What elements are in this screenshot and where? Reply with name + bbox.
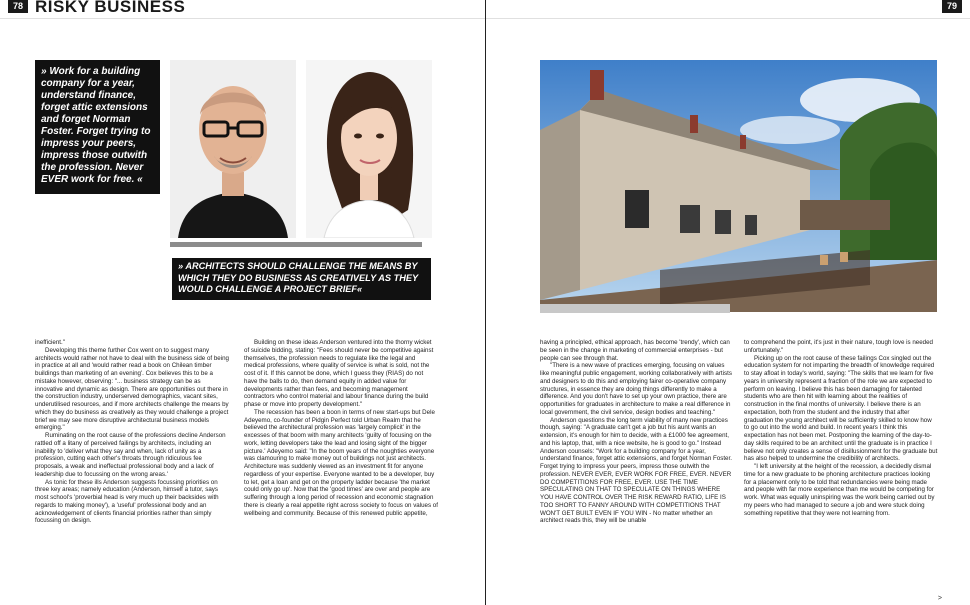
paragraph: inefficient." — [35, 339, 65, 346]
right-column-1 — [540, 339, 734, 603]
housing-rendering-image — [540, 60, 937, 312]
portrait-photo-woman — [306, 60, 432, 238]
photo-caption-bar — [170, 242, 422, 247]
image-caption-bar — [540, 304, 730, 313]
paragraph: Picking up on the root cause of these failings Cox singled out the education system for not imparting the breadth of knowledge required to stay afloat in today's world, saying: "The skills that we learn for five years in university represent a fraction of the role we are expected to perform on leaving. I believe this has been damaging for talented students who are then hit with learning about the realities of construction in the final months of university. I believe there is an expectation, both from the student and the industry that after graduation the young architect will be sufficiently skilled to know how to go out into the world and build. In recent years I think this expectation has not been met. Postponing the learning of the day-to-day skills required to be an architect until the graduate is in practice I believe not only creates a sense of disillusionment for the graduate but has also helped to undermine the credibility of architects. — [744, 354, 938, 463]
page-number-left: 78 — [8, 0, 28, 13]
paragraph: to comprehend the point, it's just in their nature, tough love is needed unfortunately." — [744, 339, 933, 354]
paragraph: Developing this theme further Cox went on to suggest many architects would rather not have to deal with the business side of being in practice at all and 'would rather read a book on Chilean timber buildings than marketing of an evening'. Cox believes this to be a mistake however, observing: "... business strategy can be as innovative and dynamic as design. There are opportunities out there in the construction industry, underserved demographics, vacant sites, underutilised resources, and if more architects challenge the means by which they do business as creatively as they would challenge a project brief we may see more disruptive architectural business models emerging." — [35, 346, 229, 432]
paragraph: "I left university at the height of the recession, a decidedly dismal time for a new graduate to be phoning architecture practices looking for a placement only to be told that redundancies were being made and people with far more experience than me would be competing for work. What was equally uninspiring was the work being carried out by my peers who had managed to secure a job and were stuck doing something repetitive that they were not learning from. — [744, 463, 935, 517]
section-title: RISKY BUSINESS — [35, 0, 186, 16]
page-number-right: 79 — [942, 0, 962, 13]
left-column-1 — [35, 339, 229, 603]
pull-quote-headline: » ARCHITECTS SHOULD CHALLENGE THE MEANS BY WHICH THEY DO BUSINESS AS CREATIVELY AS THEY WOULD CHALLENGE A PROJECT BRIEF« — [172, 258, 431, 300]
paragraph: having a principled, ethical approach, has become 'trendy', which can be seen in the change in marketing of commercial enterprises - but people can see through that. — [540, 339, 730, 362]
header-rule — [0, 18, 485, 19]
paragraph: Building on these ideas Anderson ventured into the thorny wicket of suicide bidding, stating: "Fees should never be competitive against themselves, the profession needs to regulate like the legal and medical professions, where quality of service is what is sold, not the cost of it. If this cannot be done, which I guess they (RIAS) do not have the balls to do, then demand equity in added value for developments rather than fees, and becoming management contractors who control material and labour finance during the build phase or move into property development." — [244, 339, 434, 408]
pull-quote-anderson: » Work for a building company for a year, understand finance, forget attic extensions and forget Norman Foster. Forget trying to impress your peers, impress those outwith the profession. Never EVER work for free. « — [35, 60, 160, 194]
header-rule — [486, 18, 970, 19]
continue-arrow-icon[interactable]: > — [937, 595, 942, 602]
paragraph: As tonic for these ills Anderson suggests focussing priorities on three key areas; namely education (Anderson, himself a tutor, says most school's 'proverbial head is very much up their backsides with regards to making money'), a 'useful' professional body and an acknowledgement of clients financial priorities rather than simply focussing on design. — [35, 478, 219, 525]
left-column-2 — [244, 339, 438, 603]
portrait-photo-man — [170, 60, 296, 238]
right-page — [486, 0, 970, 605]
paragraph: Ruminating on the root cause of the professions decline Anderson rattled off a litany of perceived failings by architects, including an inability to 'deliver what they say and when, lack of unity as a profession, cutting each other's throats through ridiculous fee proposals, a weak and ineffectual professional body and a lack of leadership due to focussing on the wrong areas.' — [35, 432, 226, 478]
right-column-2 — [744, 339, 938, 603]
paragraph: Anderson questions the long term viability of many new practices though, saying: "A graduate can't get a job but his aunt wants an extension, it's enough for him to decide, with a £1000 fee agreement, and his laptop, that, with a nice website, he is good to go." Instead Anderson counsels: "Work for a building company for a year, understand finance, forget attic extensions, and forget Norman Foster. Forget trying to impress your peers, impress those outwith the profession. NEVER EVER, EVER WORK FOR FREE, EVER. NEVER DO COMPETITIONS FOR FREE, EVER. USE THE TIME SPECULATING ON THAT TO SPECULATE ON THINGS WHERE YOU HAVE CONTROL OVER THE RISK REWARD RATIO, LIFE IS TOO SHORT TO FANNY AROUND WITH COMPETITIONS THAT WON'T GET BUILT EVEN IF YOU WIN - No matter whether an architect reads this, they will be unable — [540, 416, 732, 525]
paragraph: "There is a new wave of practices emerging, focusing on values like meaningful public engagement, working collaboratively with artists and designers to do this and employing fairer co-operative company structures, in essence they are doing things differently to make a difference. And you don't have to set up your own practice, there are opportunities for graduates in architecture to make a real difference in local government, the civil service, design bodies and teaching." — [540, 362, 732, 416]
paragraph: The recession has been a boon in terms of new start-ups but Dele Adeyemo, co-founder of Pidgin Perfect told Urban Realm that he believed the architectural profession was 'largely complicit' in the excesses of that boom with many architects 'guilty of focusing on the work, letting developers take the lead and losing sight of the bigger picture.' Adeyemo said: "In the boom years of the noughties everyone was clamouring to make money out of buildings not just architects. Architecture was suddenly viewed as an investment fit for anyone regardless of your expertise. Everyone wanted to be a developer, buy to let, get a loan and get on the property ladder because 'the market could only go up'. Now that the 'good times' are over and people are suffering through a long period of recession and economic stagnation there is clearly a real appetite right across society to focus on values of wellbeing and community. Because of this renewed public appetite, — [244, 408, 438, 517]
